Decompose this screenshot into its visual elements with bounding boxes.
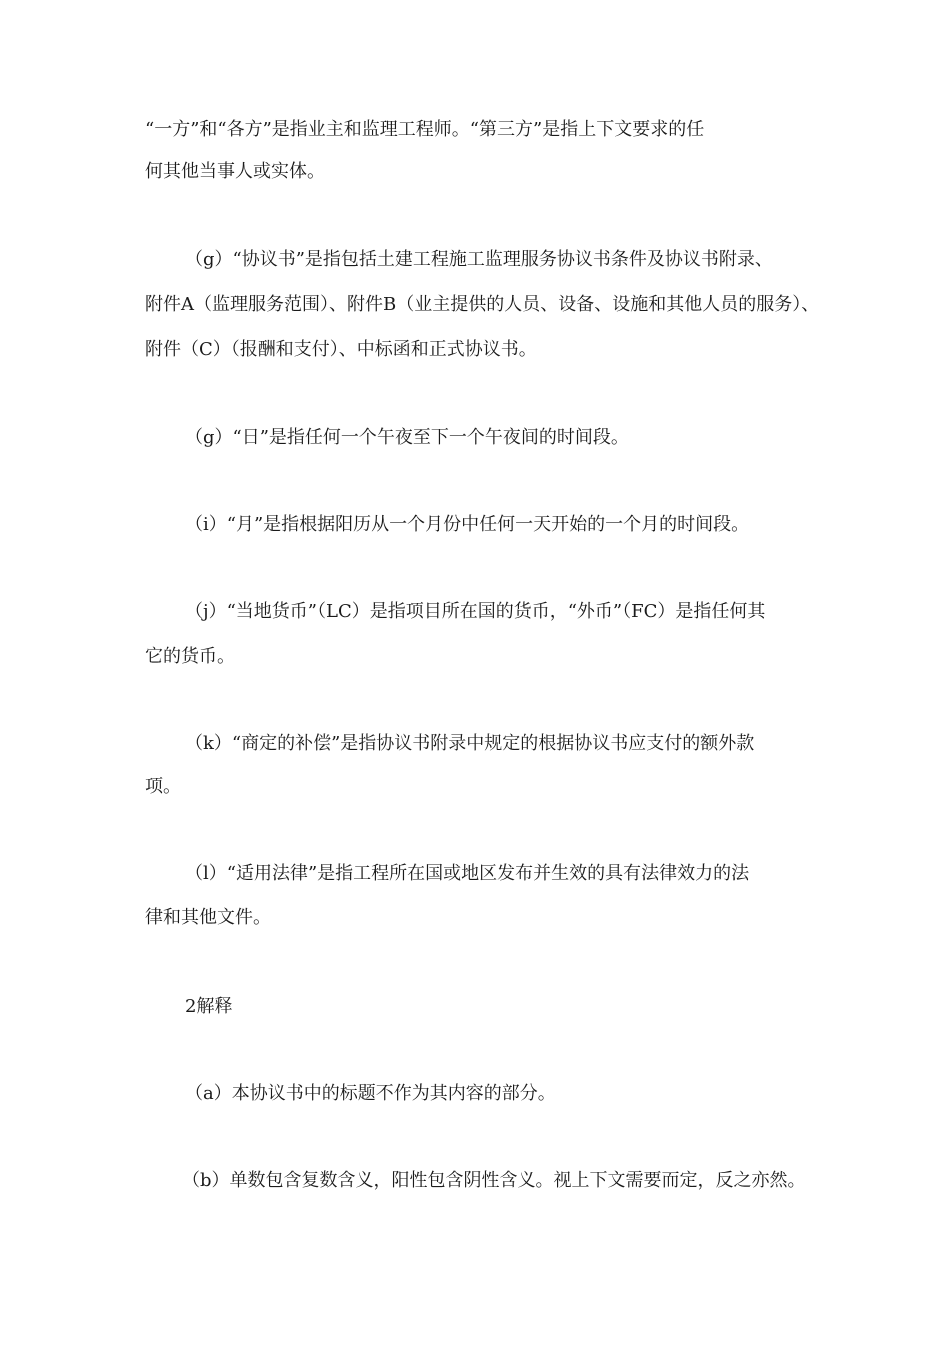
agreement-definition-line-3: 附件（C）（报酬和支付）、中标函和正式协议书。 (145, 339, 537, 360)
month-definition-line-1: （i）“月”是指根据阳历从一个月份中任何一天开始的一个月的时间段。 (185, 514, 750, 535)
law-definition-line-2: 律和其他文件。 (145, 907, 271, 928)
day-definition-line-1: （g）“日”是指任何一个午夜至下一个午夜间的时间段。 (185, 427, 629, 448)
headings-clause-line-1: （a）本协议书中的标题不作为其内容的部分。 (185, 1083, 556, 1104)
compensation-definition-line-2: 项。 (145, 776, 181, 797)
agreement-definition-line-2: 附件A（监理服务范围）、附件B（业主提供的人员、设备、设施和其他人员的服务）、 (145, 294, 820, 315)
party-definition-line-1: “一方”和“各方”是指业主和监理工程师。“第三方”是指上下文要求的任 (145, 119, 705, 140)
compensation-definition-line-1: （k）“商定的补偿”是指协议书附录中规定的根据协议书应支付的额外款 (185, 733, 755, 754)
party-definition-line-2: 何其他当事人或实体。 (145, 161, 325, 182)
agreement-definition-line-1: （g）“协议书”是指包括土建工程施工监理服务协议书条件及协议书附录、 (185, 249, 773, 270)
currency-definition-line-1: （j）“当地货币”（LC）是指项目所在国的货币，“外币”（FC）是指任何其 (185, 601, 766, 622)
number-gender-clause-line-1: （b）单数包含复数含义，阳性包含阴性含义。视上下文需要而定，反之亦然。 (182, 1170, 806, 1191)
law-definition-line-1: （l）“适用法律”是指工程所在国或地区发布并生效的具有法律效力的法 (185, 863, 750, 884)
currency-definition-line-2: 它的货币。 (145, 646, 235, 667)
interpretation-heading: 2解释 (185, 996, 233, 1017)
